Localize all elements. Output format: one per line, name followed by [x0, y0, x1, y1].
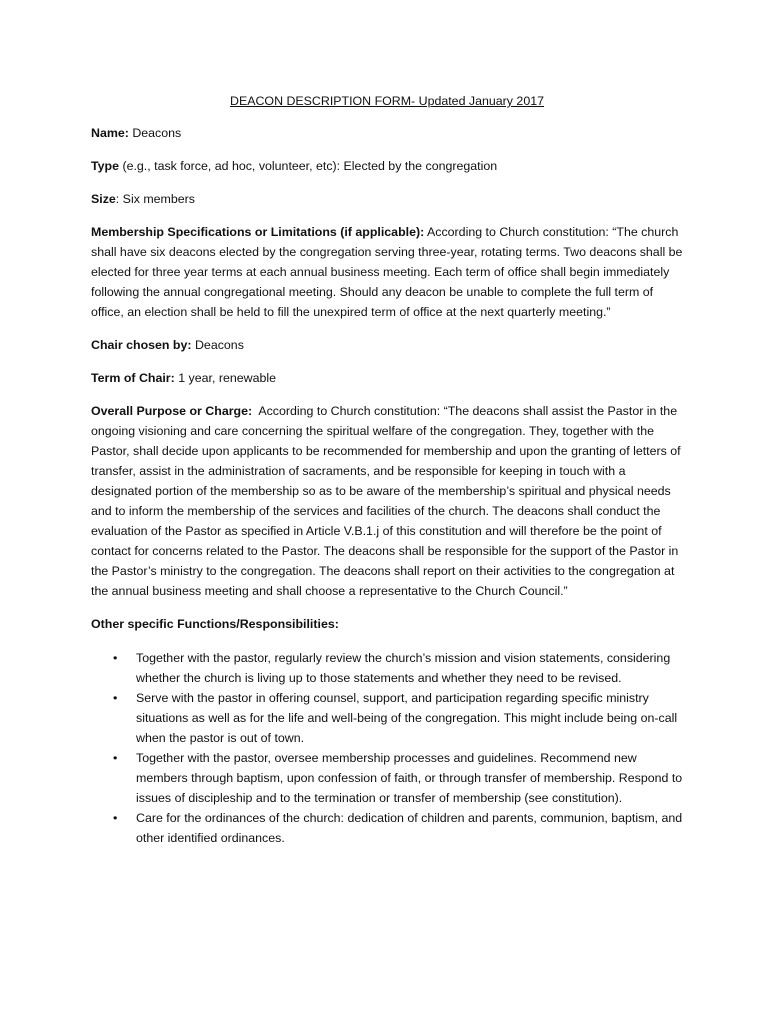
- chair-chosen-value: Deacons: [194, 338, 244, 352]
- chair-chosen-field: [91, 335, 683, 355]
- document-body: [91, 91, 683, 848]
- document-title: DEACON DESCRIPTION FORM- Updated January 2017: [230, 94, 544, 108]
- term-of-chair-value: 1 year, renewable: [178, 371, 277, 385]
- purpose-field: [91, 401, 683, 601]
- list-item-text: Together with the pastor, oversee membership processes and guidelines. Recommend new members through baptism, upon confession of faith, or through transfer of membership. Respond to issues of discipleship and to the termination or transfer of membership (see constitution).: [136, 751, 683, 805]
- type-field: [91, 156, 683, 176]
- list-item: [91, 688, 683, 748]
- membership-value: According to Church constitution: “The church shall have six deacons elected by the congregation serving three-year, rotating terms. Two deacons shall be elected for three year terms at each annual business meeting. Each term of office shall begin immediately following the annual congregational meeting. Should any deacon be unable to complete the full term of office, an election shall be held to fill the unexpired term of office at the next quarterly meeting.”: [91, 225, 683, 319]
- purpose-label: Overall Purpose or Charge:: [91, 404, 253, 418]
- functions-list: [91, 648, 683, 848]
- type-label: Type: [91, 159, 119, 173]
- term-of-chair-field: [91, 368, 683, 388]
- size-value: : Six members: [115, 192, 195, 206]
- chair-chosen-label: Chair chosen by:: [91, 338, 192, 352]
- bullet-icon: •: [113, 811, 118, 825]
- list-item-text: Serve with the pastor in offering counsel, support, and participation regarding specific ministry situations as well as for the life and well-being of the congregation. This might include being on-call when the pastor is out of town.: [136, 691, 678, 745]
- purpose-value: According to Church constitution: “The deacons shall assist the Pastor in the ongoing visioning and care concerning the spiritual welfare of the congregation. They, together with the Pastor, shall decide upon applicants to be recommended for membership and upon the granting of letters of transfer, assist in the administration of sacraments, and be responsible for keeping in touch with a designated portion of the membership so as to be aware of the membership’s spiritual and physical needs and to inform the membership of the services and facilities of the church. The deacons shall conduct the evaluation of the Pastor as specified in Article V.B.1.j of this constitution and will therefore be the point of contact for concerns related to the Pastor. The deacons shall be responsible for the support of the Pastor in the Pastor’s ministry to the congregation. The deacons shall report on their activities to the congregation at the annual business meeting and shall choose a representative to the Church Council.”: [91, 404, 681, 598]
- membership-label: Membership Specifications or Limitations (if applicable):: [91, 225, 425, 239]
- list-item-text: Care for the ordinances of the church: dedication of children and parents, communion, baptism, and other identified ordinances.: [136, 811, 683, 845]
- membership-field: [91, 222, 683, 322]
- list-item: [91, 648, 683, 688]
- bullet-icon: •: [113, 751, 118, 765]
- list-item: [91, 808, 683, 848]
- bullet-icon: •: [113, 651, 118, 665]
- size-label: Size: [91, 192, 116, 206]
- functions-heading: Other specific Functions/Responsibilities:: [91, 617, 339, 631]
- name-value: Deacons: [132, 126, 182, 140]
- type-value: (e.g., task force, ad hoc, volunteer, etc): Elected by the congregation: [122, 159, 498, 173]
- name-field: [91, 123, 683, 143]
- list-item: [91, 748, 683, 808]
- term-of-chair-label: Term of Chair:: [91, 371, 175, 385]
- list-item-text: Together with the pastor, regularly review the church’s mission and vision statements, considering whether the church is living up to those statements and whether they need to be revised.: [136, 651, 671, 685]
- name-label: Name:: [91, 126, 129, 140]
- size-field: [91, 189, 683, 209]
- bullet-icon: •: [113, 691, 118, 705]
